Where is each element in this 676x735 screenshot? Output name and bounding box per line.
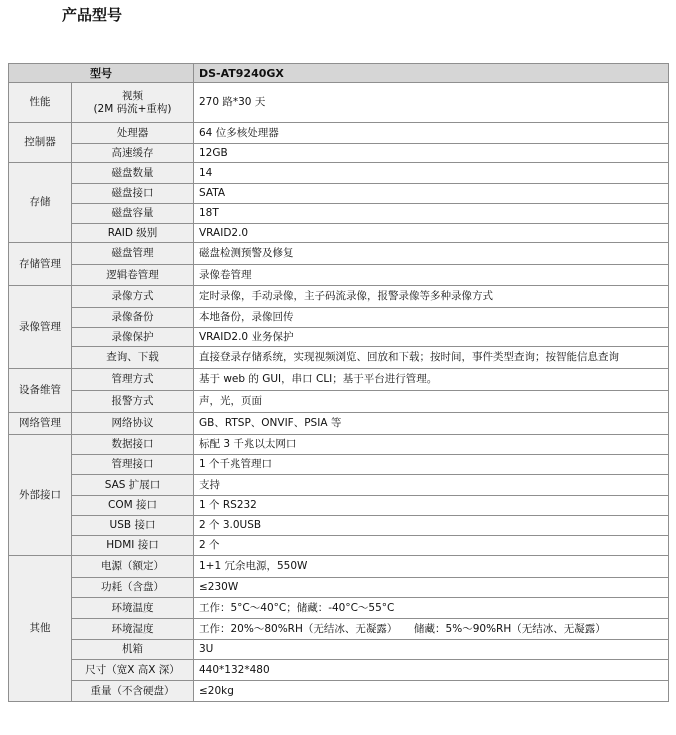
category-cell: 设备维管 xyxy=(9,369,72,413)
spec-value: GB、RTSP、ONVIF、PSIA 等 xyxy=(194,413,669,435)
spec-value: 工作：20%～80%RH（无结冰、无凝露） 储藏：5%～90%RH（无结冰、无凝露） xyxy=(194,619,669,640)
table-row xyxy=(9,413,669,435)
spec-label-cell xyxy=(72,496,194,516)
spec-label-cell xyxy=(72,475,194,496)
spec-label: 处理器 xyxy=(116,126,149,139)
page-title: 产品型号 xyxy=(62,6,123,24)
spec-value: 基于 web 的 GUI，串口 CLI；基于平台进行管理。 xyxy=(194,369,669,391)
spec-label-cell xyxy=(72,204,194,224)
table-row xyxy=(9,308,669,328)
spec-label-cell xyxy=(72,328,194,347)
spec-label-cell xyxy=(72,144,194,163)
table-row xyxy=(9,224,669,243)
spec-value: 支持 xyxy=(194,475,669,496)
spec-value: 录像卷管理 xyxy=(194,265,669,286)
spec-label-cell xyxy=(72,123,194,144)
spec-label: 网络协议 xyxy=(111,417,154,429)
table-row xyxy=(9,516,669,536)
spec-label: 磁盘接口 xyxy=(111,187,154,199)
spec-value: 直接登录存储系统，实现视频浏览、回放和下载；按时间，事件类型查询；按智能信息查询 xyxy=(194,347,669,369)
spec-value: VRAID2.0 业务保护 xyxy=(194,328,669,347)
spec-label-cell xyxy=(72,556,194,578)
spec-label-cell xyxy=(72,243,194,265)
category-cell: 网络管理 xyxy=(9,413,72,435)
spec-label-cell xyxy=(72,224,194,243)
table-row xyxy=(9,204,669,224)
table-row xyxy=(9,536,669,556)
spec-value: 定时录像，手动录像，主子码流录像，报警录像等多种录像方式 xyxy=(194,286,669,308)
category-cell: 存储 xyxy=(9,163,72,243)
spec-label-cell xyxy=(72,598,194,619)
table-row xyxy=(9,556,669,578)
spec-label-cell xyxy=(72,265,194,286)
spec-label: 功耗（含盘） xyxy=(101,581,164,593)
spec-value: ≤20kg xyxy=(194,681,669,702)
spec-label: 数据接口 xyxy=(111,438,154,450)
table-row xyxy=(9,123,669,144)
spec-label-cell xyxy=(72,681,194,702)
table-row xyxy=(9,598,669,619)
table-row xyxy=(9,660,669,681)
spec-label: 尺寸（宽X 高X 深） xyxy=(85,663,180,676)
category-cell: 存储管理 xyxy=(9,243,72,286)
spec-value: SATA xyxy=(194,184,669,204)
spec-label-cell xyxy=(72,455,194,475)
spec-label: 环境湿度 xyxy=(111,622,154,635)
table-row xyxy=(9,83,669,123)
spec-value: 1 个 RS232 xyxy=(194,496,669,516)
spec-value: 标配 3 千兆以太网口 xyxy=(194,435,669,455)
category-cell: 其他 xyxy=(9,556,72,702)
spec-table-body xyxy=(9,64,669,702)
table-row xyxy=(9,619,669,640)
table-row xyxy=(9,286,669,308)
spec-label-cell xyxy=(72,619,194,640)
table-row xyxy=(9,163,669,184)
spec-label: 录像方式 xyxy=(111,290,154,302)
spec-label-cell xyxy=(72,391,194,413)
spec-value: VRAID2.0 xyxy=(194,224,669,243)
spec-label: 视频 xyxy=(122,89,143,102)
spec-value: 3U xyxy=(194,640,669,660)
table-row xyxy=(9,455,669,475)
spec-value: 12GB xyxy=(194,144,669,163)
header-model: DS-AT9240GX xyxy=(194,64,669,83)
spec-value: 18T xyxy=(194,204,669,224)
table-row xyxy=(9,435,669,455)
table-row xyxy=(9,496,669,516)
spec-value: 磁盘检测预警及修复 xyxy=(194,243,669,265)
category-cell: 控制器 xyxy=(9,123,72,163)
spec-label: 录像备份 xyxy=(111,311,154,323)
spec-value: 2 个 3.0USB xyxy=(194,516,669,536)
spec-value: 1+1 冗余电源，550W xyxy=(194,556,669,578)
spec-label: HDMI 接口 xyxy=(106,539,159,551)
spec-value: 14 xyxy=(194,163,669,184)
category-cell: 外部接口 xyxy=(9,435,72,556)
spec-label: 环境温度 xyxy=(111,601,154,614)
spec-value: 1 个千兆管理口 xyxy=(194,455,669,475)
spec-label-cell xyxy=(72,536,194,556)
spec-label-cell xyxy=(72,578,194,598)
spec-label: USB 接口 xyxy=(109,519,156,531)
table-row xyxy=(9,243,669,265)
spec-label: COM 接口 xyxy=(108,499,157,511)
table-row xyxy=(9,144,669,163)
spec-label-cell xyxy=(72,308,194,328)
spec-label: 磁盘容量 xyxy=(111,207,154,219)
spec-label-cell xyxy=(72,286,194,308)
spec-label: 管理方式 xyxy=(111,373,154,385)
spec-label-cell xyxy=(72,640,194,660)
spec-label-cell xyxy=(72,660,194,681)
spec-label: 电源（额定） xyxy=(101,560,164,572)
spec-table xyxy=(8,63,669,702)
spec-label-cell xyxy=(72,369,194,391)
spec-label-cell xyxy=(72,83,194,123)
table-row xyxy=(9,475,669,496)
table-row xyxy=(9,391,669,413)
spec-label: RAID 级别 xyxy=(107,226,158,239)
spec-value: 声，光，页面 xyxy=(194,391,669,413)
spec-label: 高速缓存 xyxy=(111,146,154,159)
spec-label-cell xyxy=(72,413,194,435)
spec-label: 重量（不含硬盘） xyxy=(90,684,175,697)
spec-label-cell xyxy=(72,516,194,536)
table-header-row xyxy=(9,64,669,83)
category-cell: 录像管理 xyxy=(9,286,72,369)
spec-value: 工作：5°C～40°C；储藏：-40°C～55°C xyxy=(194,598,669,619)
spec-label-cell xyxy=(72,184,194,204)
spec-value: 64 位多核处理器 xyxy=(194,123,669,144)
spec-label: 报警方式 xyxy=(111,395,154,407)
spec-value: 270 路*30 天 xyxy=(194,83,669,123)
spec-label: 录像保护 xyxy=(111,330,154,343)
spec-label: 管理接口 xyxy=(111,458,154,470)
spec-label-cell xyxy=(72,163,194,184)
table-row xyxy=(9,184,669,204)
table-row xyxy=(9,347,669,369)
table-row xyxy=(9,640,669,660)
spec-value: 本地备份，录像回传 xyxy=(194,308,669,328)
table-row xyxy=(9,265,669,286)
spec-value: ≤230W xyxy=(194,578,669,598)
table-row xyxy=(9,681,669,702)
spec-label: 磁盘管理 xyxy=(111,247,154,259)
spec-label-cell xyxy=(72,347,194,369)
spec-label-note: (2M 码流+重构) xyxy=(93,102,172,115)
spec-label: 机箱 xyxy=(122,643,143,655)
spec-value: 440*132*480 xyxy=(194,660,669,681)
spec-label: 磁盘数量 xyxy=(111,166,154,179)
spec-label: 查询、下载 xyxy=(106,351,159,363)
header-label: 型号 xyxy=(9,64,194,83)
table-row xyxy=(9,369,669,391)
spec-value: 2 个 xyxy=(194,536,669,556)
table-row xyxy=(9,578,669,598)
spec-label-cell xyxy=(72,435,194,455)
spec-label: 逻辑卷管理 xyxy=(106,268,159,281)
category-cell: 性能 xyxy=(9,83,72,123)
table-row xyxy=(9,328,669,347)
spec-label: SAS 扩展口 xyxy=(104,478,161,491)
